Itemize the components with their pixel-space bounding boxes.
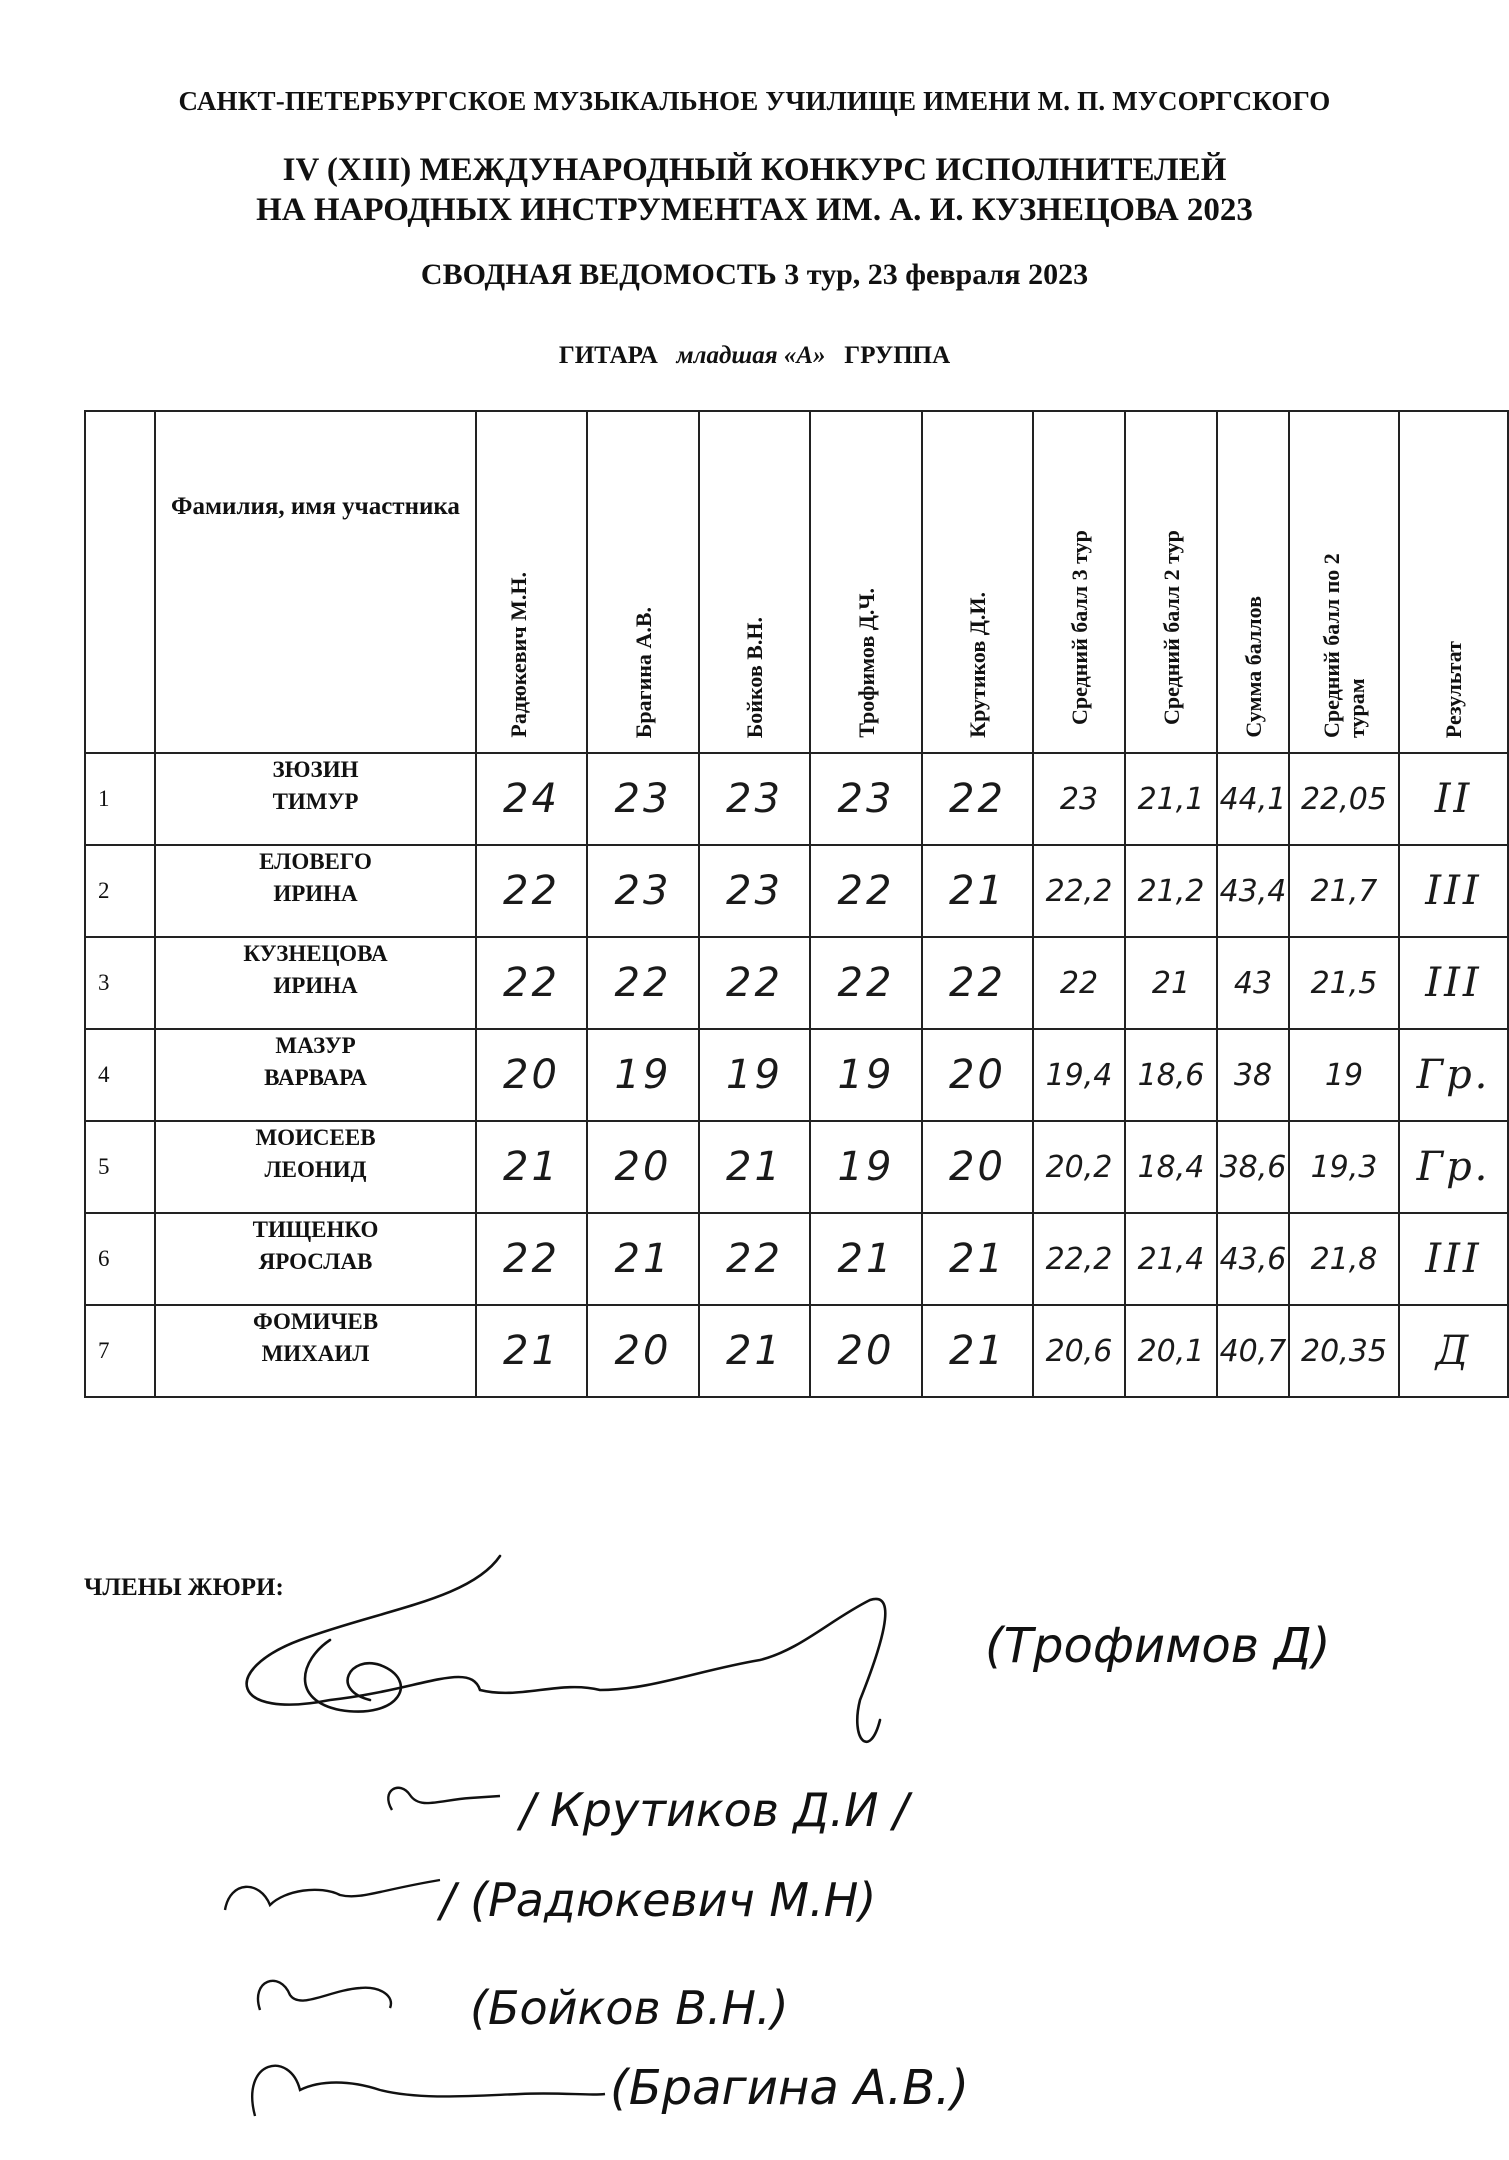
score-cell-s4: 23 xyxy=(810,753,922,845)
participant-first-name: ИРИНА xyxy=(273,973,358,998)
score-cell-s2: 20 xyxy=(587,1305,699,1397)
result-cell: Д xyxy=(1399,1305,1508,1397)
score-cell-s2: 20 xyxy=(587,1121,699,1213)
judge-1-name: Радюкевич М.Н. xyxy=(505,572,531,738)
score-cell-avg-both: 21,7 xyxy=(1289,845,1399,937)
score-cell-s5: 22 xyxy=(922,937,1033,1029)
score-cell-s3: 22 xyxy=(699,1213,810,1305)
score-cell-avg-both: 22,05 xyxy=(1289,753,1399,845)
header-participant-name: Фамилия, имя участника xyxy=(155,411,476,753)
score-cell-s5: 21 xyxy=(922,1213,1033,1305)
result-cell: III xyxy=(1399,1213,1508,1305)
contest-title-line-2: НА НАРОДНЫХ ИНСТРУМЕНТАХ ИМ. А. И. КУЗНЕЦОВА 2023 xyxy=(256,192,1253,228)
score-cell-avg-both: 21,8 xyxy=(1289,1213,1399,1305)
score-cell-s4: 19 xyxy=(810,1029,922,1121)
score-cell-s1: 21 xyxy=(476,1305,587,1397)
judge-3-name: Бойков В.Н. xyxy=(742,616,767,738)
score-cell-s1: 21 xyxy=(476,1121,587,1213)
score-cell-avg3: 23 xyxy=(1033,753,1125,845)
signature-bragina: (Брагина А.В.) xyxy=(610,2060,970,2116)
participant-first-name: ТИМУР xyxy=(272,789,359,814)
row-number: 3 xyxy=(85,937,155,1029)
score-cell-avg2: 20,1 xyxy=(1125,1305,1217,1397)
result-cell: Гр. xyxy=(1399,1121,1508,1213)
participant-last-name: ТИЩЕНКО xyxy=(252,1217,379,1242)
score-cell-sum: 43,4 xyxy=(1217,845,1289,937)
score-cell-s4: 20 xyxy=(810,1305,922,1397)
result-cell: Гр. xyxy=(1399,1029,1508,1121)
avg-round2-label: Средний балл 2 тур xyxy=(1158,530,1184,726)
score-cell-avg2: 18,6 xyxy=(1125,1029,1217,1121)
category-instrument: ГИТАРА xyxy=(558,342,658,369)
score-cell-s1: 20 xyxy=(476,1029,587,1121)
score-cell-sum: 38 xyxy=(1217,1029,1289,1121)
score-cell-s4: 19 xyxy=(810,1121,922,1213)
score-cell-s3: 21 xyxy=(699,1121,810,1213)
participant-last-name: ФОМИЧЕВ xyxy=(252,1309,379,1334)
signature-boykov-squiggle xyxy=(258,1981,391,2010)
score-cell-sum: 43,6 xyxy=(1217,1213,1289,1305)
contest-title-line-1: IV (XIII) МЕЖДУНАРОДНЫЙ КОНКУРС ИСПОЛНИТЕЛЕЙ xyxy=(282,152,1227,188)
participant-last-name: МОИСЕЕВ xyxy=(255,1125,376,1150)
score-cell-avg2: 18,4 xyxy=(1125,1121,1217,1213)
score-cell-avg3: 22 xyxy=(1033,937,1125,1029)
participant-first-name: ЛЕОНИД xyxy=(264,1157,367,1182)
score-cell-sum: 38,6 xyxy=(1217,1121,1289,1213)
score-cell-sum: 43 xyxy=(1217,937,1289,1029)
participant-first-name: ИРИНА xyxy=(273,881,358,906)
score-cell-avg3: 20,2 xyxy=(1033,1121,1125,1213)
score-cell-s1: 22 xyxy=(476,1213,587,1305)
judge-5-name: Крутиков Д.И. xyxy=(965,592,990,738)
participant-first-name: МИХАИЛ xyxy=(261,1341,370,1366)
institution-title: САНКТ-ПЕТЕРБУРГСКОЕ МУЗЫКАЛЬНОЕ УЧИЛИЩЕ ИМЕНИ М. П. МУСОРГСКОГО xyxy=(178,86,1331,116)
score-sum-label: Сумма баллов xyxy=(1240,596,1266,738)
signature-bragina-squiggle xyxy=(252,2066,605,2116)
avg-both-rounds-label: Средний балл по 2 турам xyxy=(1319,553,1369,738)
score-cell-s5: 21 xyxy=(922,1305,1033,1397)
score-cell-sum: 44,1 xyxy=(1217,753,1289,845)
score-cell-s5: 21 xyxy=(922,845,1033,937)
signature-trofimov-squiggle xyxy=(247,1556,886,1742)
score-cell-avg-both: 20,35 xyxy=(1289,1305,1399,1397)
score-cell-avg-both: 19,3 xyxy=(1289,1121,1399,1213)
score-cell-avg2: 21,4 xyxy=(1125,1213,1217,1305)
row-number: 4 xyxy=(85,1029,155,1121)
score-cell-avg-both: 19 xyxy=(1289,1029,1399,1121)
row-number: 6 xyxy=(85,1213,155,1305)
score-cell-avg3: 20,6 xyxy=(1033,1305,1125,1397)
score-cell-s2: 23 xyxy=(587,753,699,845)
score-cell-avg3: 22,2 xyxy=(1033,1213,1125,1305)
score-cell-s2: 19 xyxy=(587,1029,699,1121)
score-cell-s3: 21 xyxy=(699,1305,810,1397)
participant-last-name: ЗЮЗИН xyxy=(272,757,359,782)
score-cell-s1: 24 xyxy=(476,753,587,845)
result-label: Результат xyxy=(1441,640,1466,738)
judge-4-name: Трофимов Д.Ч. xyxy=(853,588,879,738)
signature-krutikov-squiggle xyxy=(388,1788,500,1810)
score-cell-s3: 22 xyxy=(699,937,810,1029)
score-cell-sum: 40,7 xyxy=(1217,1305,1289,1397)
jury-label: ЧЛЕНЫ ЖЮРИ: xyxy=(84,1574,284,1601)
participant-last-name: КУЗНЕЦОВА xyxy=(243,941,388,966)
participant-first-name: ЯРОСЛАВ xyxy=(258,1249,373,1274)
score-cell-s4: 22 xyxy=(810,845,922,937)
score-cell-s5: 22 xyxy=(922,753,1033,845)
row-number: 7 xyxy=(85,1305,155,1397)
score-cell-avg3: 19,4 xyxy=(1033,1029,1125,1121)
score-cell-s5: 20 xyxy=(922,1121,1033,1213)
score-cell-s3: 23 xyxy=(699,753,810,845)
row-number: 1 xyxy=(85,753,155,845)
signature-trofimov: (Трофимов Д) xyxy=(985,1618,1331,1674)
judge-2-name: Брагина А.В. xyxy=(630,606,656,738)
result-cell: III xyxy=(1399,845,1508,937)
score-cell-s3: 19 xyxy=(699,1029,810,1121)
score-cell-s2: 21 xyxy=(587,1213,699,1305)
score-cell-avg2: 21,1 xyxy=(1125,753,1217,845)
sheet-title: СВОДНАЯ ВЕДОМОСТЬ 3 тур, 23 февраля 2023 xyxy=(420,258,1089,291)
signature-radyukevich: / (Радюкевич М.Н) xyxy=(440,1873,877,1927)
result-cell: III xyxy=(1399,937,1508,1029)
signature-radyukevich-squiggle xyxy=(225,1880,440,1910)
score-cell-s2: 23 xyxy=(587,845,699,937)
score-cell-s1: 22 xyxy=(476,937,587,1029)
signature-boykov: (Бойков В.Н.) xyxy=(470,1981,789,2035)
row-number: 2 xyxy=(85,845,155,937)
score-cell-s3: 23 xyxy=(699,845,810,937)
row-number: 5 xyxy=(85,1121,155,1213)
participant-last-name: ЕЛОВЕГО xyxy=(259,849,372,874)
score-cell-avg2: 21 xyxy=(1125,937,1217,1029)
participant-last-name: МАЗУР xyxy=(275,1033,356,1058)
avg-round3-label: Средний балл 3 тур xyxy=(1066,530,1092,726)
participant-first-name: ВАРВАРА xyxy=(264,1065,367,1090)
score-cell-avg3: 22,2 xyxy=(1033,845,1125,937)
category-suffix: ГРУППА xyxy=(844,342,951,369)
score-cell-avg-both: 21,5 xyxy=(1289,937,1399,1029)
signature-krutikov: / Крутиков Д.И / xyxy=(520,1783,909,1837)
score-cell-s4: 21 xyxy=(810,1213,922,1305)
category-group: младшая «А» xyxy=(676,342,826,369)
result-cell: II xyxy=(1399,753,1508,845)
score-cell-avg2: 21,2 xyxy=(1125,845,1217,937)
score-cell-s4: 22 xyxy=(810,937,922,1029)
score-cell-s5: 20 xyxy=(922,1029,1033,1121)
score-cell-s2: 22 xyxy=(587,937,699,1029)
score-cell-s1: 22 xyxy=(476,845,587,937)
